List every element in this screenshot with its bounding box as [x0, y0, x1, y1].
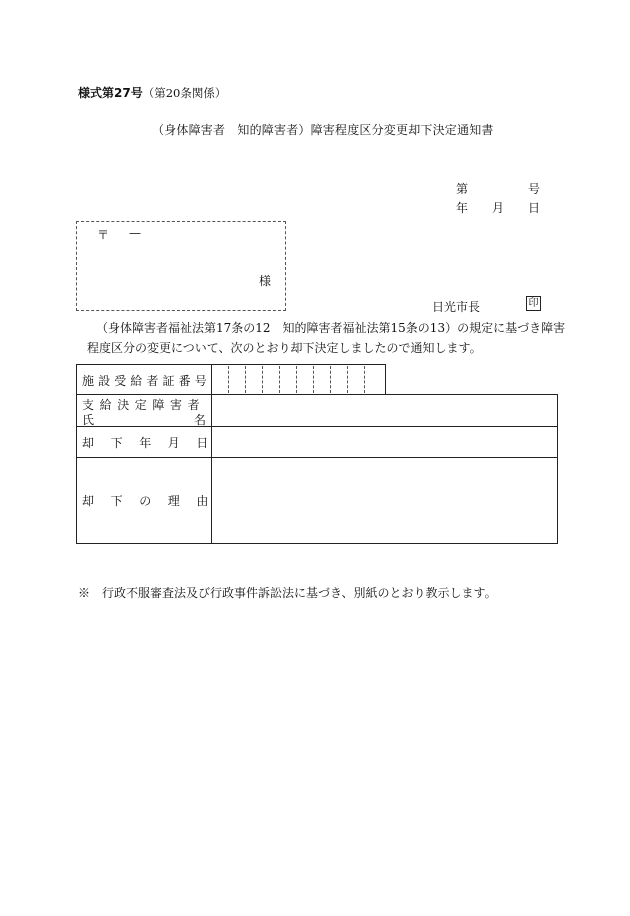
- table-line-number-end: [385, 364, 386, 395]
- date-month: 月: [492, 201, 505, 215]
- table-line-row1: [76, 394, 557, 395]
- label-recipient-name-mei: 名: [194, 413, 207, 427]
- label-rejection-reason: 却下の理由: [82, 494, 226, 508]
- appeal-notice: ※ 行政不服審査法及び行政事件訴訟法に基づき、別紙のとおり教示します。: [78, 586, 497, 600]
- form-number-label: 様式第27号: [78, 86, 143, 100]
- body-line-2: 程度区分の変更について、次のとおり却下決定しましたので通知します。: [87, 341, 482, 355]
- table-line-left: [76, 364, 77, 544]
- label-recipient-name-shi: 氏: [82, 413, 95, 427]
- digit-separator: [228, 366, 229, 393]
- document-title: （身体障害者 知的障害者）障害程度区分変更却下決定通知書: [152, 123, 494, 137]
- label-recipient-name: 支給決定障害者: [82, 398, 206, 412]
- table-line-right: [557, 394, 558, 544]
- digit-separator: [279, 366, 280, 393]
- table-line-divider: [211, 364, 212, 544]
- digit-separator: [347, 366, 348, 393]
- issuer-name: 日光市長: [432, 300, 481, 314]
- table-line-bottom: [76, 543, 557, 544]
- table-line-top: [76, 364, 385, 365]
- date-day: 日: [528, 201, 541, 215]
- digit-separator: [245, 366, 246, 393]
- digit-separator: [262, 366, 263, 393]
- label-facility-recipient-number: 施設受給者証番号: [82, 374, 211, 388]
- doc-number-dai: 第: [456, 182, 469, 196]
- label-rejection-date: 却下年月日: [82, 436, 226, 450]
- digit-separator: [313, 366, 314, 393]
- doc-number-gou: 号: [528, 182, 541, 196]
- table-line-row2: [76, 426, 557, 427]
- body-line-1: （身体障害者福祉法第17条の12 知的障害者福祉法第15条の13）の規定に基づき障害: [96, 321, 566, 335]
- honorific-sama: 様: [259, 274, 272, 288]
- digit-separator: [364, 366, 365, 393]
- address-box: [76, 221, 286, 311]
- form-relation: （第20条関係）: [142, 86, 227, 100]
- table-line-row3: [76, 457, 557, 458]
- postal-mark: 〒: [97, 228, 110, 242]
- date-year: 年: [456, 201, 469, 215]
- postal-dash: —: [129, 226, 141, 240]
- digit-separator: [330, 366, 331, 393]
- form-number: [78, 84, 226, 101]
- seal-mark: 印: [526, 296, 541, 311]
- digit-separator: [296, 366, 297, 393]
